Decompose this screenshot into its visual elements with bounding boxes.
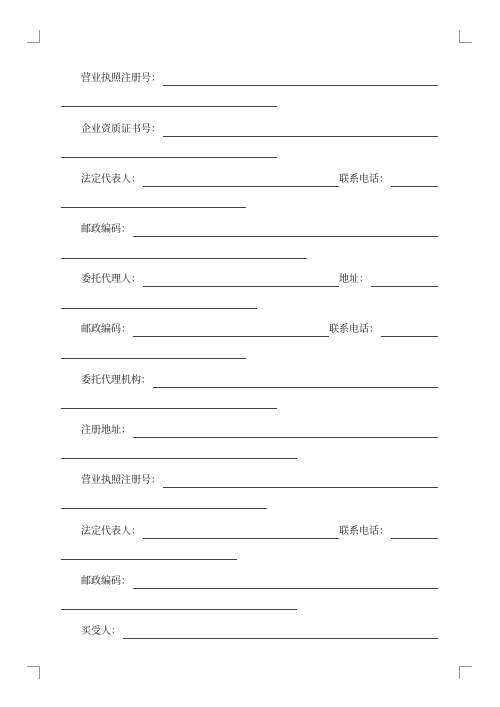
phone-field-3[interactable] [391, 528, 438, 539]
registered-address-field[interactable] [133, 427, 438, 438]
phone-field[interactable] [391, 176, 438, 187]
agent-label: 委托代理人： [81, 274, 141, 285]
business-license-field-2-continuation[interactable] [61, 508, 267, 509]
buyer-field[interactable] [123, 628, 438, 639]
qualification-field-continuation[interactable] [61, 157, 277, 158]
business-license-row [81, 70, 438, 86]
registered-address-row [81, 422, 438, 438]
postal-code-field-3[interactable] [133, 578, 438, 589]
legal-rep-field-2-continuation[interactable] [61, 559, 237, 560]
postal-code-field-2[interactable] [133, 326, 329, 337]
crop-mark-bottom-left [27, 666, 40, 679]
buyer-row [81, 623, 438, 639]
phone-label-2: 联系电话： [329, 324, 379, 335]
qualification-field[interactable] [163, 126, 438, 137]
business-license-field[interactable] [163, 75, 438, 86]
postal-code-field[interactable] [133, 226, 438, 237]
phone-label-3: 联系电话： [339, 526, 389, 537]
crop-mark-top-right [459, 30, 472, 43]
agent-field-continuation[interactable] [61, 308, 257, 309]
legal-rep-row-2 [81, 523, 438, 539]
postal-code-label-2: 邮政编码： [81, 324, 131, 335]
registered-address-field-continuation[interactable] [61, 458, 297, 459]
agent-field[interactable] [143, 276, 339, 287]
postal-code-row [81, 221, 438, 237]
legal-rep-field-continuation[interactable] [61, 207, 246, 208]
qualification-row [81, 121, 438, 137]
postal-code-field-2-continuation[interactable] [61, 358, 246, 359]
agency-field-continuation[interactable] [61, 408, 277, 409]
legal-rep-label: 法定代表人： [81, 174, 141, 185]
qualification-label: 企业资质证书号： [81, 124, 161, 135]
buyer-label: 买受人： [81, 626, 121, 637]
business-license-field-2[interactable] [163, 477, 438, 488]
crop-mark-bottom-right [459, 666, 472, 679]
address-field[interactable] [371, 276, 438, 287]
postal-code-label-3: 邮政编码： [81, 576, 131, 587]
postal-code-phone-row [81, 321, 438, 337]
registered-address-label: 注册地址： [81, 425, 131, 436]
postal-code-row-3 [81, 573, 438, 589]
legal-rep-field[interactable] [143, 176, 339, 187]
business-license-row-2 [81, 472, 438, 488]
address-label: 地址： [339, 274, 369, 285]
legal-rep-field-2[interactable] [143, 528, 339, 539]
agency-row [81, 372, 438, 388]
phone-field-2[interactable] [381, 326, 438, 337]
agent-row [81, 271, 438, 287]
business-license-label: 营业执照注册号： [81, 73, 161, 84]
legal-rep-label-2: 法定代表人： [81, 526, 141, 537]
postal-code-field-3-continuation[interactable] [61, 609, 297, 610]
business-license-field-continuation[interactable] [61, 106, 277, 107]
agency-label: 委托代理机构： [81, 375, 151, 386]
business-license-label-2: 营业执照注册号： [81, 475, 161, 486]
postal-code-field-continuation[interactable] [61, 258, 307, 259]
postal-code-label: 邮政编码： [81, 224, 131, 235]
legal-rep-row [81, 171, 438, 187]
agency-field[interactable] [153, 377, 438, 388]
crop-mark-top-left [27, 30, 40, 43]
phone-label: 联系电话： [339, 174, 389, 185]
